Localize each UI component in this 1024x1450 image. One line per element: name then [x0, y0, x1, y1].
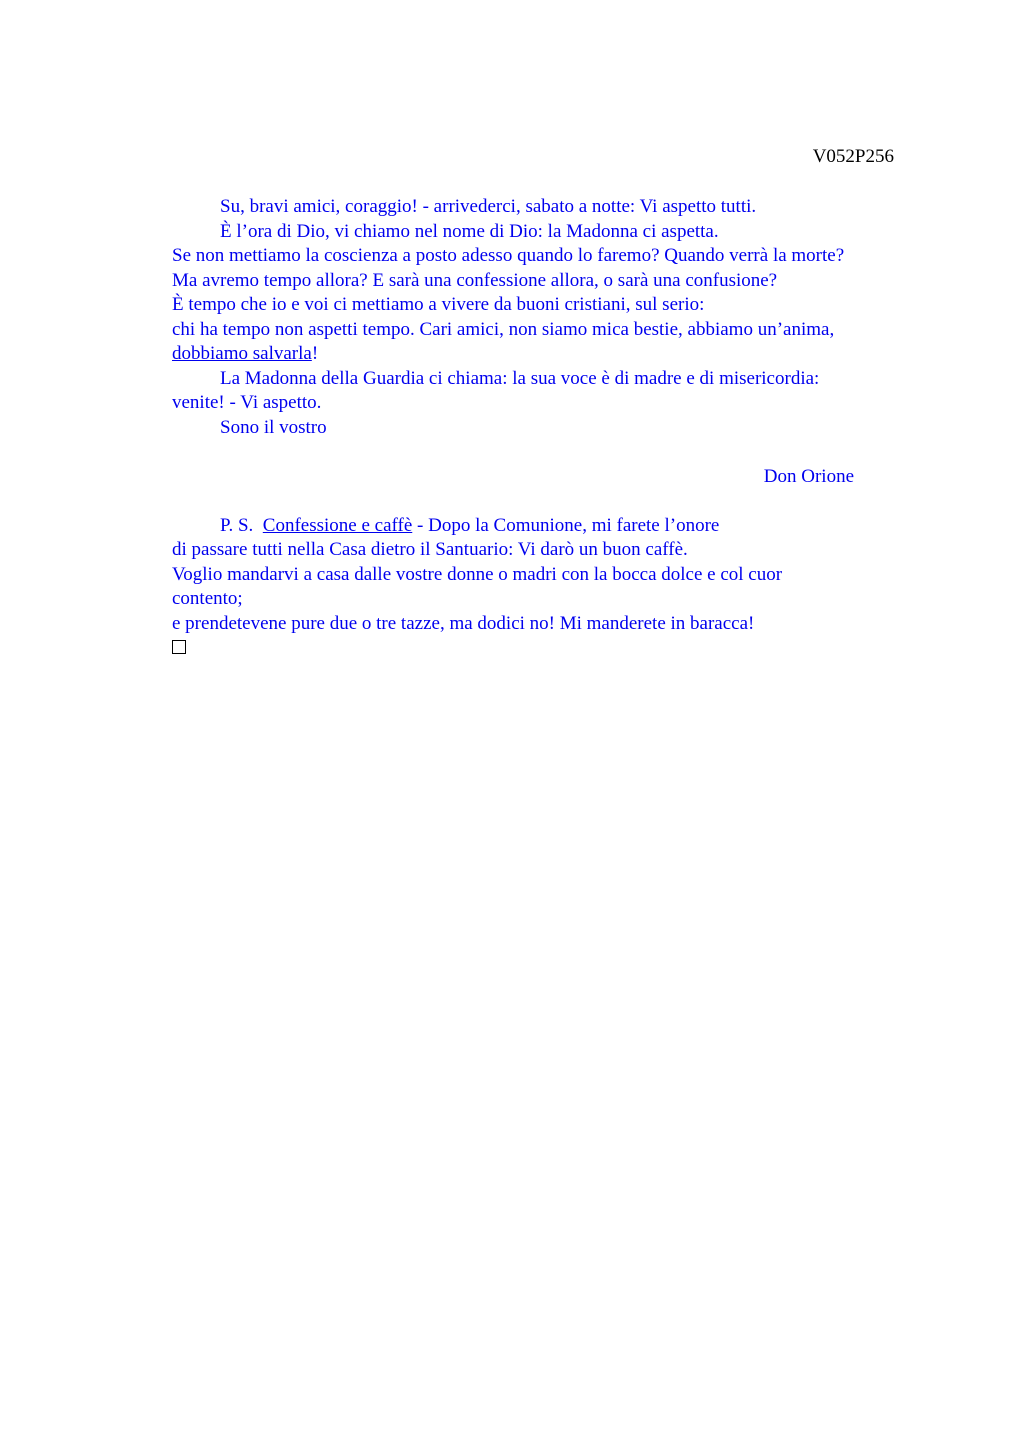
postscript-line	[172, 514, 912, 539]
letter-line: Se non mettiamo la coscienza a posto adesso quando lo faremo? Quando verrà la morte?	[172, 245, 845, 266]
letter-line: Su, bravi amici, coraggio! - arrivederci, sabato a notte: Vi aspetto tutti.	[220, 196, 757, 217]
letter-line: Sono il vostro	[220, 416, 327, 438]
letter-line: La Madonna della Guardia ci chiama: la sua voce è di madre e di misericordia:	[220, 367, 820, 389]
exclamation: !	[311, 343, 319, 364]
spacer	[172, 489, 912, 514]
letter-line: È tempo che io e voi ci mettiamo a vivere da buoni cristiani, sul serio:	[172, 294, 705, 315]
letter-body	[172, 195, 912, 662]
postscript-text: - Dopo la Comunione, mi farete l’onore	[412, 514, 720, 536]
page-id: V052P256	[812, 146, 894, 167]
letter-line: È l’ora di Dio, vi chiamo nel nome di Dio: la Madonna ci aspetta.	[220, 220, 719, 242]
signature: Don Orione	[763, 465, 854, 487]
letter-line: Ma avremo tempo allora? E sarà una confessione allora, o sarà una confusione?	[172, 269, 778, 291]
end-mark	[172, 636, 912, 662]
letter-line: chi ha tempo non aspetti tempo. Cari amici, non siamo mica bestie, abbiamo un’anima,	[172, 318, 835, 340]
postscript-prefix: P. S.	[220, 514, 254, 536]
letter-line: venite! - Vi aspetto.	[172, 392, 322, 413]
postscript-line: Voglio mandarvi a casa dalle vostre donne o madri con la bocca dolce e col cuor	[172, 563, 783, 585]
underlined-phrase: dobbiamo salvarla	[172, 343, 312, 364]
letter-line	[172, 342, 912, 367]
postscript-line: e prendetevene pure due o tre tazze, ma dodici no! Mi manderete in baracca!	[172, 612, 755, 634]
empty-box-icon	[172, 640, 186, 654]
postscript-line: di passare tutti nella Casa dietro il Santuario: Vi darò un buon caffè.	[172, 539, 688, 560]
postscript-title: Confessione e caffè	[262, 514, 413, 536]
postscript-line: contento;	[172, 588, 243, 609]
